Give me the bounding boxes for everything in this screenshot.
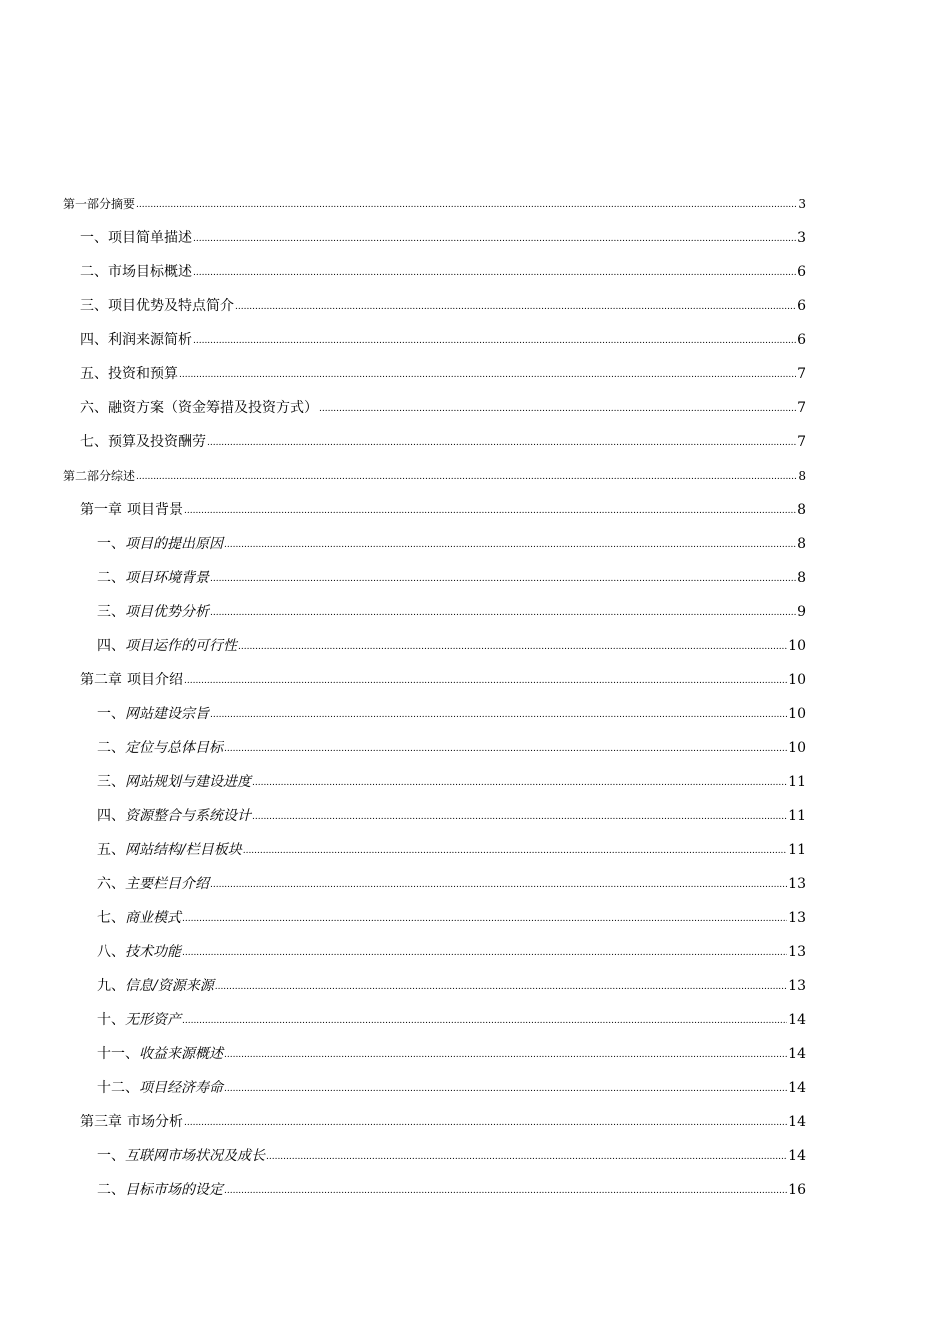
- toc-entry-title: 互联网市场状况及成长: [125, 1148, 265, 1164]
- toc-entry-title: 项目优势分析: [125, 604, 209, 620]
- toc-entry-page-number: 8: [797, 536, 806, 552]
- toc-entry-page-number: 7: [797, 400, 806, 416]
- toc-entry-title: 无形资产: [125, 1012, 181, 1028]
- toc-entry-page-number: 14: [788, 1148, 806, 1164]
- toc-entry[interactable]: [97, 873, 806, 895]
- toc-entry-page-number: 10: [788, 672, 806, 688]
- toc-entry-title: 主要栏目介绍: [125, 876, 209, 892]
- toc-entry[interactable]: [80, 669, 806, 691]
- toc-dot-leader: [182, 1008, 787, 1032]
- toc-entry-page-number: 13: [788, 944, 806, 960]
- toc-entry-page-number: 11: [788, 808, 806, 824]
- toc-entry-title: 资源整合与系统设计: [125, 808, 251, 824]
- toc-entry[interactable]: [97, 839, 806, 861]
- toc-entry[interactable]: [63, 193, 806, 215]
- toc-entry-title: 商业模式: [125, 910, 181, 926]
- toc-entry-title: 目标市场的设定: [125, 1182, 223, 1198]
- toc-entry-page-number: 16: [788, 1182, 806, 1198]
- toc-entry[interactable]: [97, 1043, 806, 1065]
- toc-dot-leader: [193, 226, 796, 250]
- toc-entry-title: 项目的提出原因: [125, 536, 223, 552]
- toc-entry[interactable]: [97, 975, 806, 997]
- toc-entry-title: 项目背景: [127, 502, 183, 518]
- toc-entry-number: 一、: [97, 706, 125, 722]
- toc-entry-page-number: 10: [788, 706, 806, 722]
- toc-entry-page-number: 8: [797, 570, 806, 586]
- toc-entry-title: 投资和预算: [108, 366, 178, 382]
- toc-entry[interactable]: [97, 1179, 806, 1201]
- toc-entry-title: 收益来源概述: [139, 1046, 223, 1062]
- toc-dot-leader: [184, 1110, 787, 1134]
- toc-entry-title: 定位与总体目标: [125, 740, 223, 756]
- toc-entry-page-number: 9: [797, 604, 806, 620]
- toc-entry-title: 网站建设宗旨: [125, 706, 209, 722]
- toc-dot-leader: [179, 362, 796, 386]
- toc-dot-leader: [252, 770, 787, 794]
- toc-entry-page-number: 14: [788, 1114, 806, 1130]
- toc-entry-number: 二、: [97, 740, 125, 756]
- toc-entry-page-number: 6: [797, 264, 806, 280]
- toc-entry-number: 第一部分: [63, 197, 112, 211]
- toc-entry-title: 项目运作的可行性: [125, 638, 237, 654]
- toc-entry-page-number: 14: [788, 1080, 806, 1096]
- toc-entry-number: 三、: [80, 298, 108, 314]
- toc-entry-number: 六、: [97, 876, 125, 892]
- toc-dot-leader: [215, 974, 787, 998]
- toc-dot-leader: [210, 872, 787, 896]
- toc-entry-page-number: 10: [788, 740, 806, 756]
- toc-entry-number: 一、: [97, 536, 125, 552]
- toc-entry[interactable]: [80, 397, 806, 419]
- toc-entry[interactable]: [97, 601, 806, 623]
- toc-dot-leader: [210, 600, 796, 624]
- toc-entry-number: 一、: [97, 1148, 125, 1164]
- toc-dot-leader: [193, 328, 796, 352]
- toc-entry-number: 四、: [97, 638, 125, 654]
- toc-entry-number: 十二、: [97, 1080, 139, 1096]
- toc-entry-number: 七、: [80, 434, 108, 450]
- toc-entry-number: 三、: [97, 604, 125, 620]
- toc-entry[interactable]: [97, 533, 806, 555]
- toc-entry-number: 二、: [97, 1182, 125, 1198]
- toc-entry-page-number: 11: [788, 842, 806, 858]
- toc-entry[interactable]: [97, 567, 806, 589]
- toc-entry-title: 网站规划与建设进度: [125, 774, 251, 790]
- toc-entry-number: 第二章: [80, 672, 122, 688]
- toc-entry-title: 项目介绍: [127, 672, 183, 688]
- toc-entry-page-number: 8: [797, 502, 806, 518]
- toc-entry[interactable]: [80, 499, 806, 521]
- toc-entry-page-number: 13: [788, 910, 806, 926]
- toc-entry-page-number: 3: [797, 230, 806, 246]
- toc-dot-leader: [266, 1144, 787, 1168]
- toc-entry-title: 网站结构/栏目板块: [125, 842, 242, 858]
- toc-entry[interactable]: [80, 227, 806, 249]
- toc-dot-leader: [182, 940, 787, 964]
- toc-entry-title: 预算及投资酬劳: [108, 434, 206, 450]
- toc-entry[interactable]: [97, 771, 806, 793]
- toc-entry[interactable]: [80, 431, 806, 453]
- toc-dot-leader: [252, 804, 787, 828]
- toc-entry-page-number: 7: [797, 366, 806, 382]
- toc-dot-leader: [224, 532, 796, 556]
- toc-entry-page-number: 6: [797, 332, 806, 348]
- toc-dot-leader: [193, 260, 796, 284]
- toc-entry-title: 项目经济寿命: [139, 1080, 223, 1096]
- toc-entry[interactable]: [97, 737, 806, 759]
- toc-entry-number: 三、: [97, 774, 125, 790]
- toc-entry-title: 信息/资源来源: [125, 978, 214, 994]
- toc-dot-leader: [136, 464, 797, 488]
- toc-entry-number: 五、: [97, 842, 125, 858]
- toc-entry-title: 综述: [111, 469, 136, 483]
- toc-entry-number: 一、: [80, 230, 108, 246]
- toc-dot-leader: [182, 906, 787, 930]
- toc-entry[interactable]: [97, 1009, 806, 1031]
- toc-dot-leader: [224, 736, 787, 760]
- toc-dot-leader: [210, 702, 787, 726]
- toc-entry[interactable]: [97, 635, 806, 657]
- toc-entry-page-number: 6: [797, 298, 806, 314]
- toc-entry[interactable]: [97, 703, 806, 725]
- toc-dot-leader: [238, 634, 787, 658]
- toc-dot-leader: [243, 838, 787, 862]
- toc-entry-page-number: 10: [788, 638, 806, 654]
- toc-entry-page-number: 8: [798, 469, 806, 483]
- toc-entry[interactable]: [80, 261, 806, 283]
- toc-entry[interactable]: [63, 465, 806, 487]
- toc-entry-number: 二、: [97, 570, 125, 586]
- toc-entry-number: 第三章: [80, 1114, 122, 1130]
- toc-entry-page-number: 7: [797, 434, 806, 450]
- toc-entry[interactable]: [97, 805, 806, 827]
- toc-entry-number: 二、: [80, 264, 108, 280]
- toc-entry-title: 项目简单描述: [108, 230, 192, 246]
- toc-entry-page-number: 14: [788, 1012, 806, 1028]
- toc-entry-number: 第一章: [80, 502, 122, 518]
- toc-dot-leader: [184, 498, 796, 522]
- toc-entry-number: 十、: [97, 1012, 125, 1028]
- toc-entry-page-number: 13: [788, 876, 806, 892]
- toc-entry[interactable]: [80, 329, 806, 351]
- toc-dot-leader: [319, 396, 796, 420]
- toc-dot-leader: [184, 668, 787, 692]
- toc-entry[interactable]: [97, 1077, 806, 1099]
- toc-entry-title: 融资方案（资金筹措及投资方式）: [108, 400, 318, 416]
- toc-entry-title: 技术功能: [125, 944, 181, 960]
- toc-entry-title: 项目环境背景: [125, 570, 209, 586]
- toc-dot-leader: [210, 566, 796, 590]
- toc-entry-number: 第二部分: [63, 469, 112, 483]
- toc-entry[interactable]: [97, 1145, 806, 1167]
- toc-dot-leader: [207, 430, 796, 454]
- toc-entry[interactable]: [80, 1111, 806, 1133]
- toc-entry-number: 四、: [97, 808, 125, 824]
- toc-entry-number: 六、: [80, 400, 108, 416]
- toc-entry-title: 利润来源简析: [108, 332, 192, 348]
- toc-entry-number: 四、: [80, 332, 108, 348]
- toc-entry-number: 九、: [97, 978, 125, 994]
- toc-entry-title: 项目优势及特点简介: [108, 298, 234, 314]
- toc-entry-title: 市场分析: [127, 1114, 183, 1130]
- toc-entry-title: 摘要: [111, 197, 136, 211]
- toc-dot-leader: [224, 1178, 787, 1202]
- toc-entry-page-number: 14: [788, 1046, 806, 1062]
- toc-dot-leader: [136, 192, 797, 216]
- toc-dot-leader: [224, 1076, 787, 1100]
- toc-entry-page-number: 11: [788, 774, 806, 790]
- toc-entry[interactable]: [97, 907, 806, 929]
- toc-entry-number: 八、: [97, 944, 125, 960]
- toc-entry-number: 十一、: [97, 1046, 139, 1062]
- toc-dot-leader: [224, 1042, 787, 1066]
- toc-dot-leader: [235, 294, 796, 318]
- toc-entry-page-number: 3: [798, 197, 806, 211]
- toc-entry-page-number: 13: [788, 978, 806, 994]
- toc-entry[interactable]: [80, 295, 806, 317]
- toc-entry[interactable]: [80, 363, 806, 385]
- toc-entry-number: 七、: [97, 910, 125, 926]
- toc-entry[interactable]: [97, 941, 806, 963]
- toc-entry-title: 市场目标概述: [108, 264, 192, 280]
- toc-entry-number: 五、: [80, 366, 108, 382]
